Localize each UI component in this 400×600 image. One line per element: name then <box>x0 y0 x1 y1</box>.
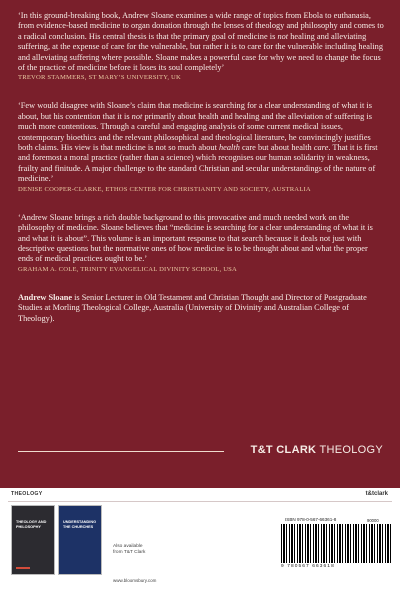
related-book-2 <box>58 505 102 575</box>
author-bio <box>18 293 384 324</box>
brand-logo: t&tclark <box>365 491 388 497</box>
isbn-text: ISBN 978-0-567-66361-8 <box>285 517 337 522</box>
related-book-2-title: UNDERSTANDING THE CHURCHES <box>63 520 97 529</box>
quotes-block <box>18 11 384 332</box>
quote-text: healing and alleviating suffering, at the expense of care for the vulnerable, but rather it is to care for the vulnerable including healing and alleviating suffering where possible. Sloane makes a powerful case for why we need to change the focus of the practice of medicine before it loses its soul completely’ <box>18 31 383 73</box>
barcode-number: 9 780567 663618 <box>281 564 335 569</box>
quote-emphasis: care <box>313 143 329 153</box>
publisher-rule <box>18 451 224 452</box>
quote-text: ‘Few would disagree with Sloane’s claim that medicine is searching for a clear understanding of what it is about, but his contention that it is <box>18 101 372 121</box>
also-available <box>113 544 145 556</box>
quote-text: . That it is first and foremost a moral practice (rather than a science) which recognises our human solidarity in weakness, frailty and finitude. A major challenge to the standard Christian and secular understandings of the nature of medicine.’ <box>18 143 378 184</box>
publisher-band <box>0 443 400 459</box>
footer-panel <box>0 488 400 600</box>
quote-emphasis: not <box>277 31 289 41</box>
imprint-rest: THEOLOGY <box>316 444 383 456</box>
quote-2-attribution: DENISE COOPER-CLARKE, ETHOS CENTER FOR CHRISTIANITY AND SOCIETY, AUSTRALIA <box>18 185 311 193</box>
subject-label: THEOLOGY <box>11 491 43 497</box>
quote-emphasis: health <box>219 143 240 153</box>
website-link[interactable]: www.bloomsbury.com <box>113 578 157 583</box>
barcode <box>281 524 391 563</box>
related-book-1-title: THEOLOGY AND PHILOSOPHY <box>16 520 47 529</box>
quote-1 <box>18 11 384 73</box>
quote-text: ‘Andrew Sloane brings a rich double background to this provocative and much needed work on the philosophy of medicine. Sloane believes that “medicine is searching for a clear understanding of what it is and what it is about”. This volume is an important response to that search because it deals not just with descriptive questions but the normative ones of how medicine is to be thought about and what the proper ends of medical practices ought to be.’ <box>18 212 373 264</box>
quote-3 <box>18 213 384 265</box>
quote-text: care but about health <box>239 143 314 153</box>
also-available-line-1: Also available <box>113 544 143 549</box>
imprint-bold: T&T CLARK <box>250 444 317 456</box>
price-addon: 90000 <box>367 518 379 523</box>
quote-text: ‘In this ground-breaking book, Andrew Sloane examines a wide range of topics from Ebola to euthanasia, from evidence-based medicine to organ donation through the lenses of theology and philosophy and comes to a radical conclusion. His central thesis is that the primary goal of medicine is <box>18 11 384 41</box>
publisher-imprint <box>251 444 383 456</box>
footer-rule <box>8 501 392 502</box>
author-bio-text: is Senior Lecturer in Old Testament and Christian Thought and Director of Postgraduate Studies at Morling Theological College, Australia (University of Divinity and Australian College of Theology). <box>18 292 367 323</box>
related-book-1 <box>11 505 55 575</box>
book-swatch <box>16 567 30 569</box>
quote-text: primarily about health and healing and the alleviation of suffering is much more contentious. Through a careful and engaging analysis of some current medical issues, contemporary bioethics and the relevant philosophical and theological literature, he convincingly justifies both claims. His view is that medicine is not so much about <box>18 111 372 153</box>
quote-1-attribution: TREVOR STAMMERS, ST MARY’S UNIVERSITY, UK <box>18 74 181 82</box>
quote-emphasis: not <box>131 111 143 121</box>
quote-3-attribution: GRAHAM A. COLE, TRINITY EVANGELICAL DIVINITY SCHOOL, USA <box>18 265 238 273</box>
quote-2 <box>18 101 384 184</box>
author-name: Andrew Sloane <box>18 292 73 302</box>
also-available-line-2: from T&T Clark <box>113 550 146 556</box>
